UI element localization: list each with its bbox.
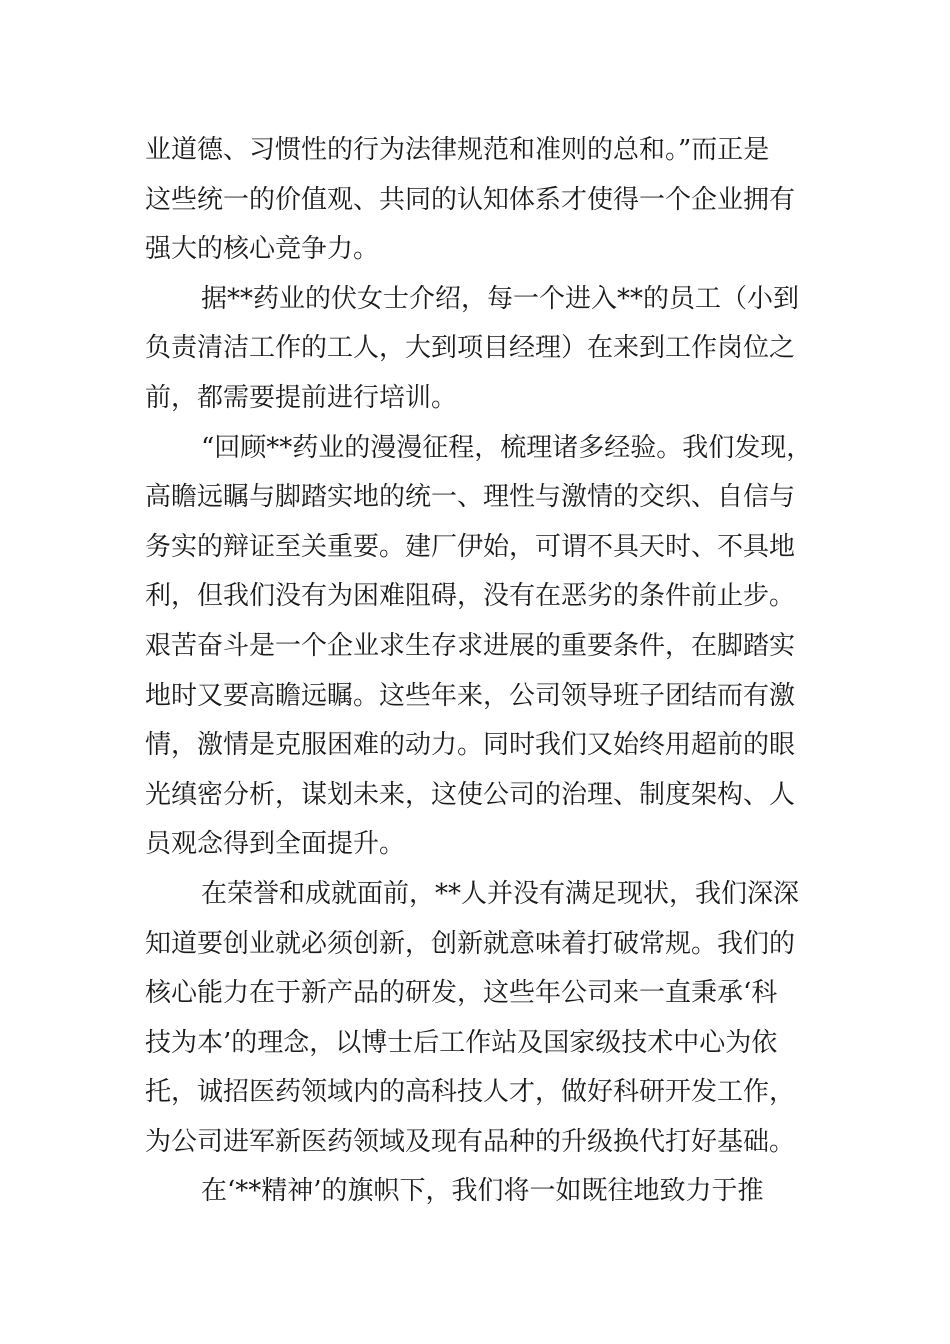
text-line: 员观念得到全面提升。	[145, 829, 406, 860]
text-line: 强大的核心竞争力。	[145, 234, 380, 265]
text-line: 前，都需要提前进行培训。	[145, 382, 458, 413]
text-line: 知道要创业就必须创新，创新就意味着打破常规。我们的	[145, 928, 796, 959]
text-line: 艰苦奋斗是一个企业求生存求进展的重要条件，在脚踏实	[145, 630, 796, 661]
text-line: 利，但我们没有为困难阻碍，没有在恶劣的条件前止步。	[145, 581, 796, 612]
text-line: “回顾**药业的漫漫征程，梳理诸多经验。我们发现，	[201, 432, 813, 463]
body-text	[145, 126, 825, 1217]
text-line: 托，诚招医药领域内的高科技人才，做好科研开发工作，	[145, 1077, 796, 1108]
text-line: 负责清洁工作的工人，大到项目经理）在来到工作岗位之	[145, 333, 796, 364]
text-line: 高瞻远瞩与脚踏实地的统一、理性与激情的交织、自信与	[145, 482, 796, 513]
text-line: 据**药业的伏女士介绍，每一个进入**的员工（小到	[201, 283, 800, 314]
text-line: 在荣誉和成就面前，**人并没有满足现状，我们深深	[201, 878, 800, 909]
text-line: 在‘**精神’的旗帜下，我们将一如既往地致力于推	[201, 1176, 764, 1207]
text-line: 为公司进军新医药领域及现有品种的升级换代打好基础。	[145, 1126, 796, 1157]
text-line: 业道德、习惯性的行为法律规范和准则的总和。”而正是	[145, 135, 770, 165]
text-line: 核心能力在于新产品的研发，这些年公司来一直秉承‘科	[145, 978, 778, 1009]
text-line: 地时又要高瞻远瞩。这些年来，公司领导班子团结而有激	[145, 680, 796, 711]
text-line: 务实的辩证至关重要。建厂伊始，可谓不具天时、不具地	[145, 531, 796, 562]
text-line: 情，激情是克服困难的动力。同时我们又始终用超前的眼	[145, 730, 796, 761]
text-line: 光缜密分析，谋划未来，这使公司的治理、制度架构、人	[145, 779, 796, 810]
text-line: 技为本’的理念，以博士后工作站及国家级技术中心为依	[145, 1027, 778, 1058]
text-line: 这些统一的价值观、共同的认知体系才使得一个企业拥有	[145, 184, 796, 215]
